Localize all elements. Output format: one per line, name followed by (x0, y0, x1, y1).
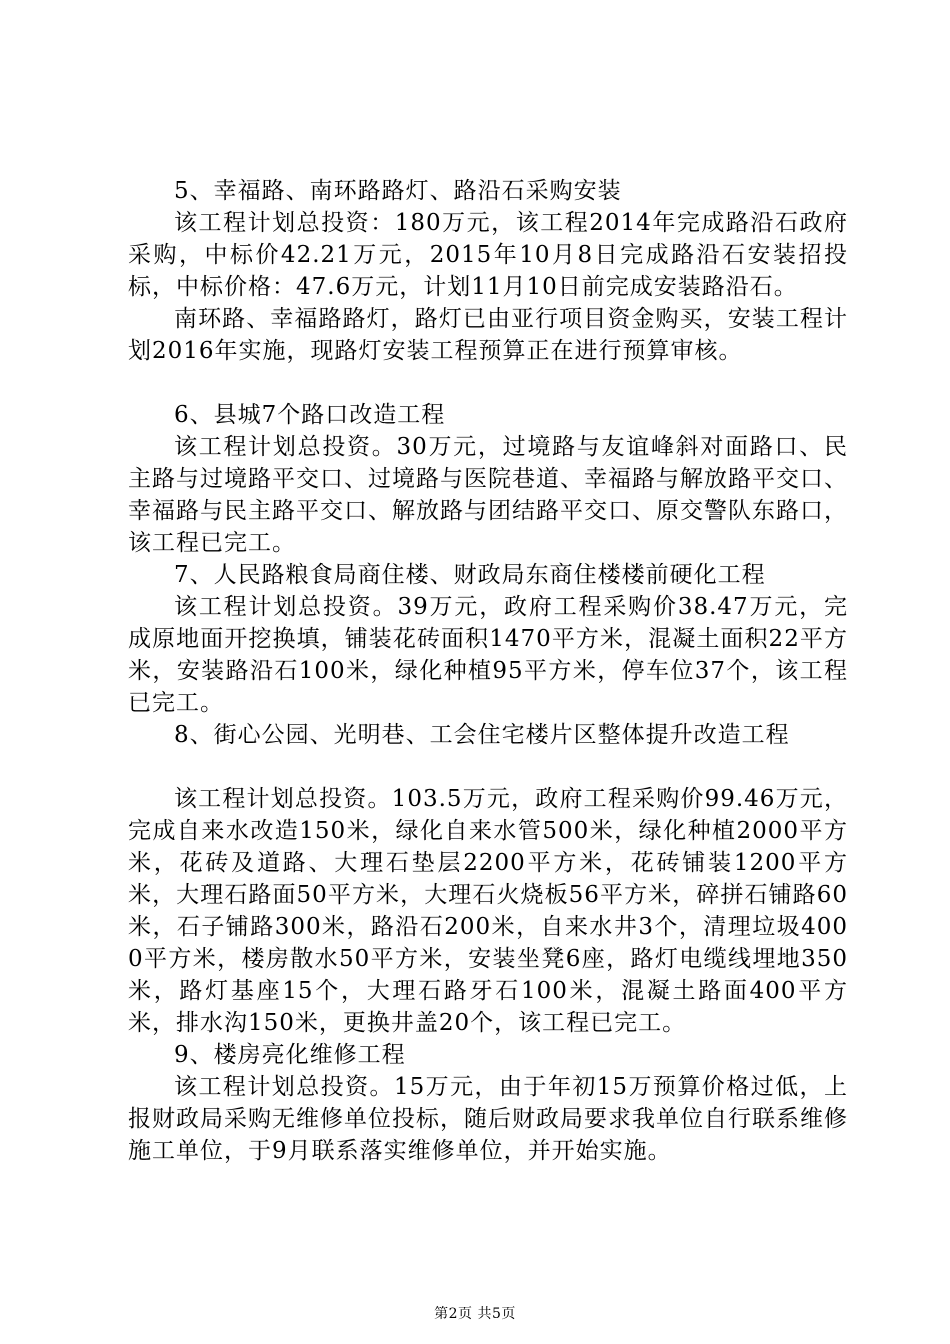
section-heading-6: 6、县城7个路口改造工程 (174, 402, 446, 428)
document-body (128, 175, 848, 1167)
paragraph: 该工程计划总投资。15万元，由于年初15万预算价格过低，上报财政局采购无维修单位投标，随后财政局要求我单位自行联系维修施工单位，于9月联系落实维修单位，并开始实施。 (128, 1074, 848, 1164)
page-number-footer: 第2页 共5页 (434, 1306, 516, 1322)
paragraph: 该工程计划总投资。103.5万元，政府工程采购价99.46万元，完成自来水改造150米，绿化自来水管500米，绿化种植2000平方米，花砖及道路、大理石垫层2200平方米，花砖铺装1200平方米，大理石路面50平方米，大理石火烧板56平方米，碎拼石铺路60米，石子铺路300米，路沿石200米，自来水井3个，清理垃圾4000平方米，楼房散水50平方米，安装坐凳6座，路灯电缆线埋地350米，路灯基座15个，大理石路牙石100米，混凝土路面400平方米，排水沟150米，更换井盖20个，该工程已完工。 (128, 786, 848, 1036)
paragraph: 南环路、幸福路路灯，路灯已由亚行项目资金购买，安装工程计划2016年实施，现路灯安装工程预算正在进行预算审核。 (128, 306, 848, 364)
section-heading-7: 7、人民路粮食局商住楼、财政局东商住楼楼前硬化工程 (174, 562, 766, 588)
section-heading-8: 8、街心公园、光明巷、工会住宅楼片区整体提升改造工程 (174, 722, 790, 748)
paragraph: 该工程计划总投资：180万元，该工程2014年完成路沿石政府采购，中标价42.21万元，2015年10月8日完成路沿石安装招投标，中标价格：47.6万元，计划11月10日前完成安装路沿石。 (128, 210, 848, 300)
section-heading-9: 9、楼房亮化维修工程 (174, 1042, 406, 1068)
paragraph-gap (128, 751, 848, 783)
paragraph-gap (128, 367, 848, 399)
paragraph: 该工程计划总投资。39万元，政府工程采购价38.47万元，完成原地面开挖换填，铺装花砖面积1470平方米，混凝土面积22平方米，安装路沿石100米，绿化种植95平方米，停车位37个，该工程已完工。 (128, 594, 848, 716)
paragraph: 该工程计划总投资。30万元，过境路与友谊峰斜对面路口、民主路与过境路平交口、过境路与医院巷道、幸福路与解放路平交口、幸福路与民主路平交口、解放路与团结路平交口、原交警队东路口，该工程已完工。 (128, 434, 848, 556)
section-heading-5: 5、幸福路、南环路路灯、路沿石采购安装 (174, 178, 622, 204)
